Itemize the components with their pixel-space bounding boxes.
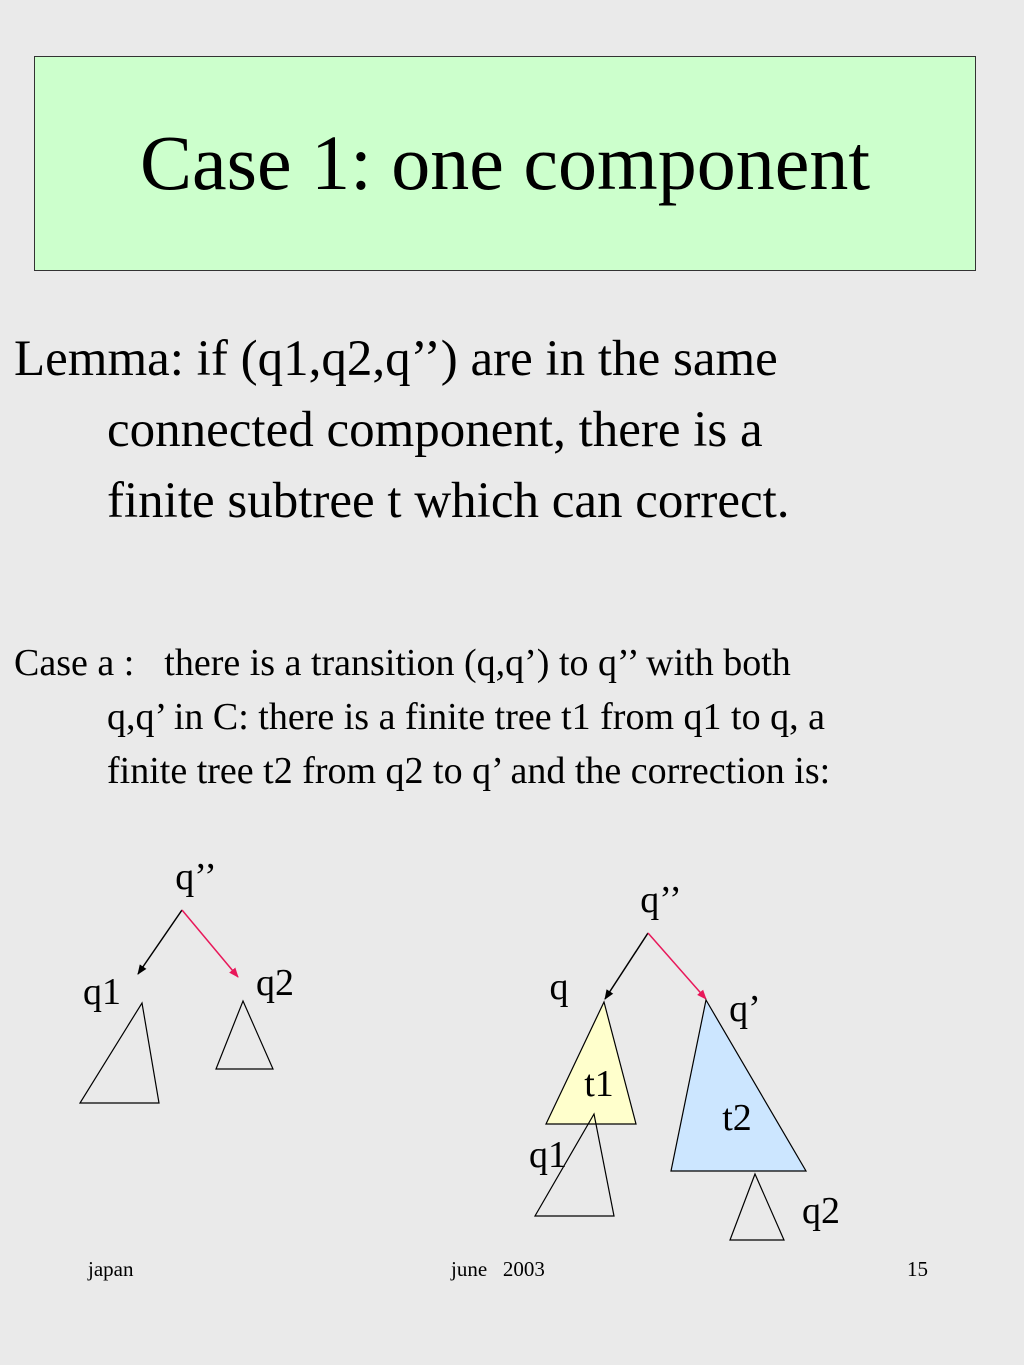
slide-title: Case 1: one component: [140, 118, 870, 206]
right-tree-diagram: [529, 879, 840, 1240]
footer-left: japan: [88, 1257, 134, 1281]
lemma-line-1: Lemma: if (q1,q2,q’’) are in the same: [14, 331, 778, 387]
right-q1-label: q1: [529, 1134, 567, 1176]
right-qprime-label: q’: [729, 988, 761, 1030]
right-red-arrow: [648, 933, 706, 999]
right-t2-label: t2: [722, 1097, 752, 1139]
left-red-arrow: [182, 910, 238, 977]
case-a-label: Case a :: [14, 642, 135, 684]
left-subtree-t1: [80, 1003, 159, 1103]
lemma-line-3: finite subtree t which can correct.: [107, 473, 790, 529]
right-q2-label: q2: [802, 1190, 840, 1232]
left-tree-diagram: [80, 856, 294, 1103]
case-a-line-2: q,q’ in C: there is a finite tree t1 from q1 to q, a: [107, 696, 825, 738]
left-black-arrow: [138, 910, 182, 974]
left-q1-label: q1: [83, 971, 121, 1013]
lemma-line-2: connected component, there is a: [107, 402, 763, 458]
right-root-label: q’’: [640, 879, 682, 921]
footer-page-number: 15: [907, 1257, 928, 1281]
case-a-line-3: finite tree t2 from q2 to q’ and the correction is:: [107, 750, 831, 792]
right-t1-label: t1: [584, 1063, 614, 1105]
left-root-label: q’’: [175, 856, 217, 898]
right-q-label: q: [549, 966, 569, 1008]
left-q2-label: q2: [256, 962, 294, 1004]
right-q2-subtree: [730, 1174, 784, 1240]
left-subtree-t2: [216, 1001, 273, 1069]
footer-center: june 2003: [451, 1257, 545, 1281]
right-black-arrow: [605, 933, 648, 999]
case-a-text-1: there is a transition (q,q’) to q’’ with both: [164, 642, 791, 684]
